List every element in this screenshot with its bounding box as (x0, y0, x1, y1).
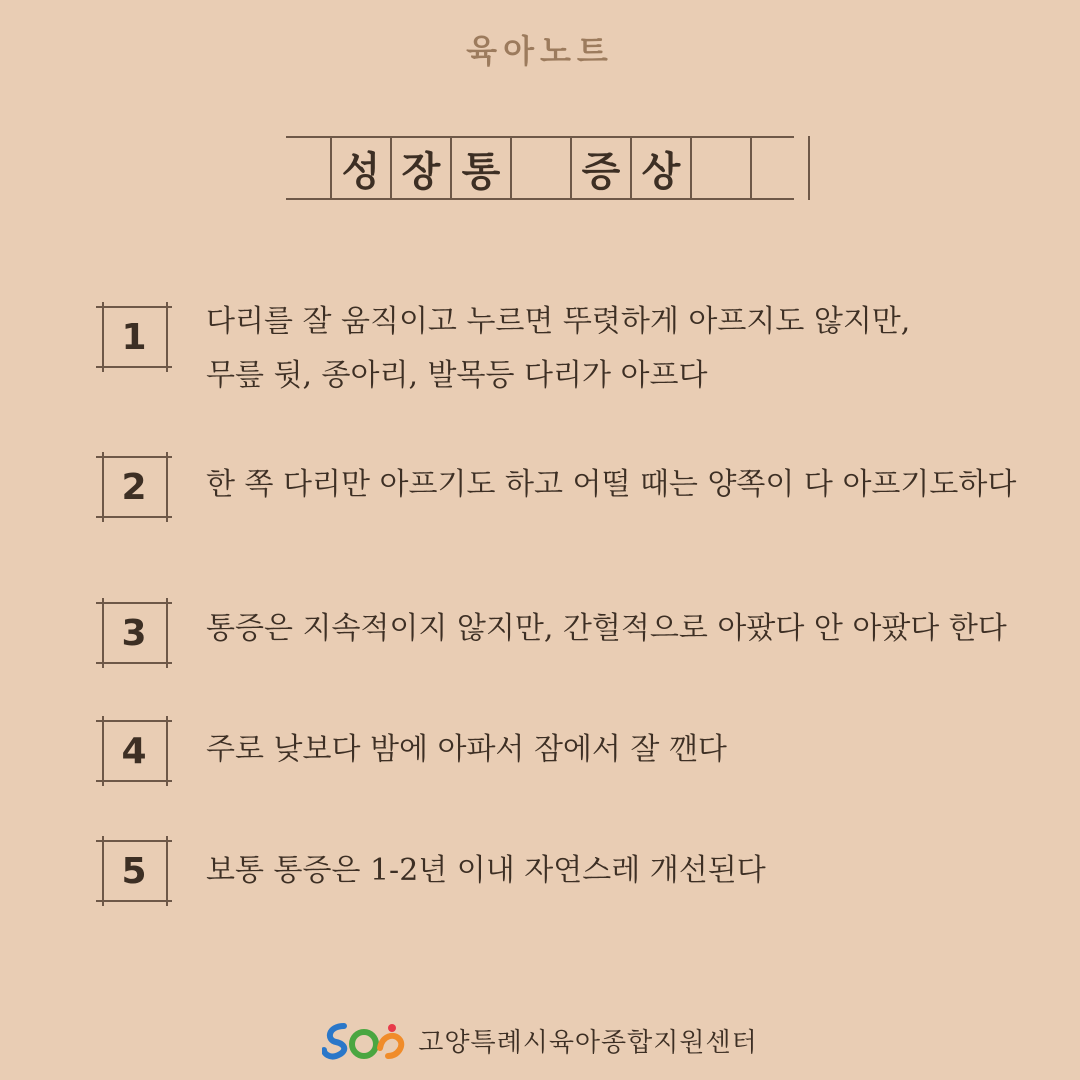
item-text-line: 다리를 잘 움직이고 누르면 뚜렷하게 아프지도 않지만, (206, 304, 911, 339)
footer (0, 1018, 1080, 1062)
title-cell: 장 (390, 136, 450, 200)
title-cell (690, 136, 750, 200)
item-number: 2 (121, 466, 147, 508)
center-logo-icon (322, 1018, 406, 1062)
item-text-line: 보통 통증은 1-2년 이내 자연스레 개선된다 (206, 853, 766, 888)
title-cell: 증 (570, 136, 630, 200)
header-label: 육아노트 (466, 32, 614, 70)
item-text (206, 458, 1016, 512)
title-grid (286, 136, 794, 200)
item-text (206, 602, 1007, 656)
title-cell: 성 (330, 136, 390, 200)
item-text (206, 844, 766, 898)
title-cell (510, 136, 570, 200)
number-box (96, 840, 172, 902)
title-cell: 통 (450, 136, 510, 200)
number-box (96, 602, 172, 664)
item-number: 1 (121, 316, 147, 358)
item-number: 5 (121, 850, 147, 892)
item-number: 4 (121, 730, 147, 772)
number-box (96, 306, 172, 368)
number-box (96, 720, 172, 782)
footer-org-name: 고양특례시육아종합지원센터 (418, 1027, 758, 1058)
title-cell: 상 (630, 136, 690, 200)
item-text-line: 무릎 뒷, 종아리, 발목등 다리가 아프다 (206, 358, 708, 393)
item-text (206, 723, 727, 777)
item-number: 3 (121, 612, 147, 654)
item-text-line: 주로 낮보다 밤에 아파서 잠에서 잘 깬다 (206, 732, 727, 767)
number-box (96, 456, 172, 518)
item-text-line: 한 쪽 다리만 아프기도 하고 어떨 때는 양쪽이 다 아프기도하다 (206, 467, 1017, 502)
title-cells (330, 136, 810, 200)
title-cell (750, 136, 810, 200)
item-text-line: 통증은 지속적이지 않지만, 간헐적으로 아팠다 안 아팠다 한다 (206, 611, 1007, 646)
item-text (206, 295, 910, 403)
